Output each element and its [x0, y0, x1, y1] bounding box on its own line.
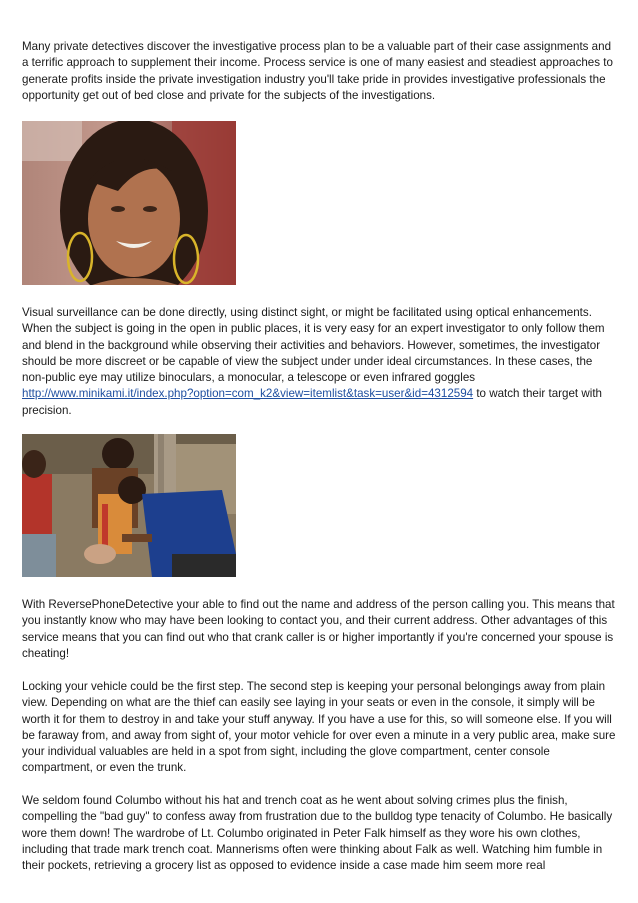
paragraph-columbo: We seldom found Columbo without his hat and trench coat as he went about solving crimes plus the finish, compelling the "bad guy" to confess away from frustration due to the bulldog type tenacity of Columbo. He basically wore them down! The wardrobe of Lt. Columbo originated in Peter Falk himself as they wore his own clothes, including that trade mark trench coat. Mannerisms often were thinking about Falk as well. Watching him fumble in their pockets, retrieving a grocery list as opposed to evidence inside a case made him seem more real [22, 794, 613, 873]
paragraph-intro: Many private detectives discover the investigative process plan to be a valuable part of their case assignments and a terrific approach to supplement their income. Process service is one of many easiest and steadiest approaches to generate profits inside the private investigation industry you'll take pride in provides investigative professionals the opportunity get out of bed close and private for the subjects of the investigations. [22, 40, 613, 102]
paragraph-text-end: to watch their target with precision. [22, 387, 602, 417]
paragraph-vehicle: Locking your vehicle could be the first step. The second step is keeping your personal belongings away from plain view. Depending on what are the thief can easily see laying in your seats or even in the console, it simply will be worth it for them to destroy in and take your stuff anyway. If you have a use for this, so will someone else. If you will be faraway from, and away from sight of, your motor vehicle for over even a minute in a very public area, make sure your individual valuables are held in a spot from sight, including the glove compartment, center console compartment, or even the trunk. [22, 680, 616, 775]
smiling-woman-photo [22, 121, 236, 285]
children-village-photo [22, 434, 236, 577]
minikami-link[interactable]: http://www.minikami.it/index.php?option=com_k2&view=itemlist&task=user&id=4312594 [22, 387, 474, 401]
paragraph-text: Visual surveillance can be done directly, using distinct sight, or might be facilitated using optical enhancements. When the subject is going in the open in public places, it is very easy for an expert investigator to only follow them and blend in the background while observing their activities and behaviors. However, sometimes, the investigator should be more discreet or be capable of view the subject under under ideal circumstances. In these cases, the non-public eye may utilize binoculars, a monocular, a telescope or even infrared goggles [22, 306, 605, 385]
paragraph-reverse-phone: With ReversePhoneDetective your able to find out the name and address of the person calling you. This means that you instantly know who may have been looking to contact you, and their current address. Other advantages of this service means that you can find out who that crank caller is or higher importantly if you're concerned your spouse is cheating! [22, 598, 615, 660]
paragraph-visual-surveillance [22, 305, 618, 419]
